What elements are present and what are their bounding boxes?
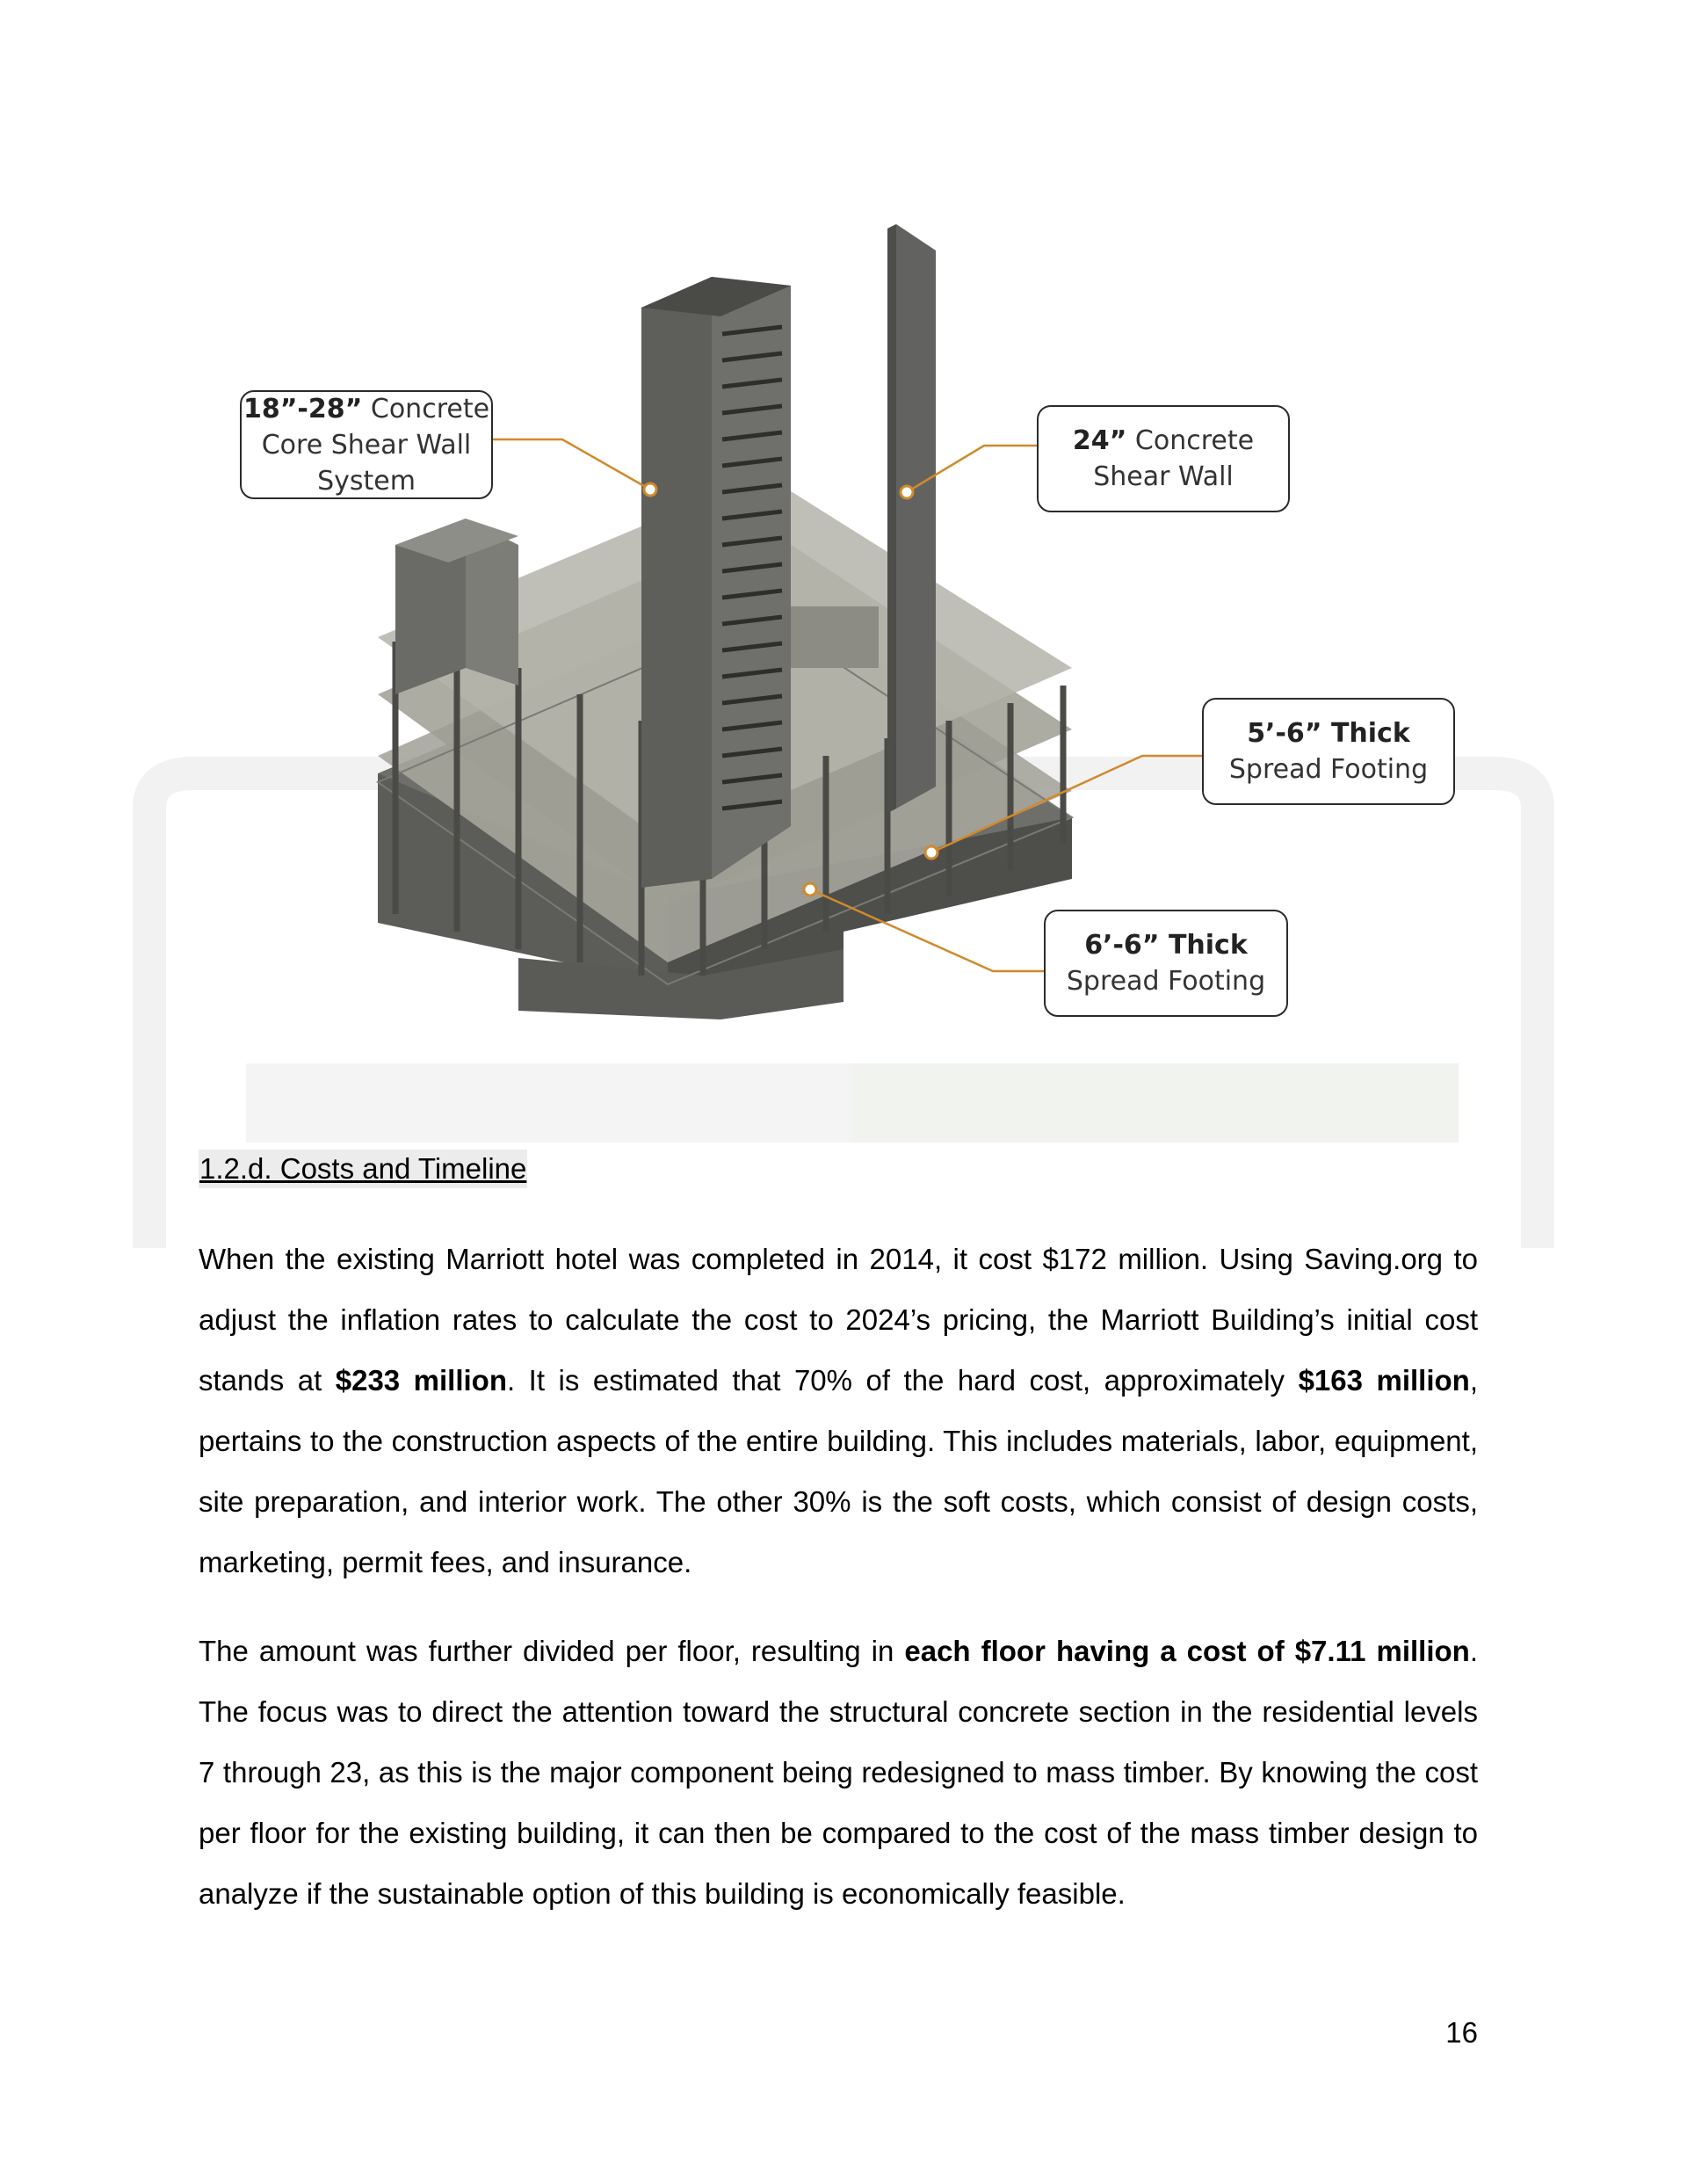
paragraph-costs-text-1: When the existing Marriott hotel was completed in 2014, it cost $172 million. Using Saving.org to adjust the inflation rates to calculate the cost to 2024’s pricing, the Marriott Building’s initial cost stands at [199, 1243, 1478, 1397]
callout-footing-5-6-label: Spread Footing [1228, 754, 1429, 785]
initial-cost-highlight: $233 million [335, 1364, 507, 1397]
callout-shear-wall-dimension: 24” [1072, 425, 1127, 456]
core-tower [641, 277, 791, 888]
callout-footing-6-6-thickness: 6’-6” Thick [1084, 930, 1248, 961]
callout-shear-wall-material: Concrete [1126, 425, 1255, 456]
paragraph-per-floor-text-1: The amount was further divided per floor, resulting in [199, 1635, 905, 1667]
callout-core-material: Concrete [362, 393, 490, 424]
callout-core-dimension: 18”-28” [243, 393, 363, 424]
callout-footing-5-6 [1202, 698, 1455, 805]
shear-wall [887, 224, 936, 813]
callout-core-shear-wall [240, 390, 493, 499]
paragraph-costs-text-2: . It is estimated that 70% of the hard cost, approximately [507, 1364, 1299, 1397]
paragraph-per-floor [199, 1621, 1478, 1924]
callout-footing-6-6 [1044, 910, 1288, 1017]
paragraph-costs [199, 1229, 1478, 1593]
callout-shear-wall-line2: Shear Wall [1093, 461, 1234, 492]
callout-shear-wall [1037, 405, 1290, 512]
hard-cost-highlight: $163 million [1298, 1364, 1470, 1397]
section-heading: 1.2.d. Costs and Timeline [199, 1150, 527, 1188]
page-number: 16 [1445, 2016, 1478, 2049]
callout-core-line2: Core Shear Wall [261, 429, 472, 461]
paragraph-per-floor-text-2: . The focus was to direct the attention toward the structural concrete section in the residential levels 7 through 23, as this is the major component being redesigned to mass timber. By knowing the cost per floor for the existing building, it can then be compared to the cost of the mass timber design to analyze if the sustainable option of this building is economically feasible. [199, 1635, 1478, 1910]
paragraph-costs-text-3: , pertains to the construction aspects of the entire building. This includes materials, labor, equipment, site preparation, and interior work. The other 30% is the soft costs, which consist of design costs, marketing, permit fees, and insurance. [199, 1364, 1478, 1578]
callout-footing-5-6-thickness: 5’-6” Thick [1247, 718, 1410, 749]
callout-footing-6-6-label: Spread Footing [1066, 966, 1266, 997]
per-floor-cost-highlight: each floor having a cost of $7.11 million [904, 1635, 1470, 1667]
callout-core-line3: System [317, 465, 416, 497]
